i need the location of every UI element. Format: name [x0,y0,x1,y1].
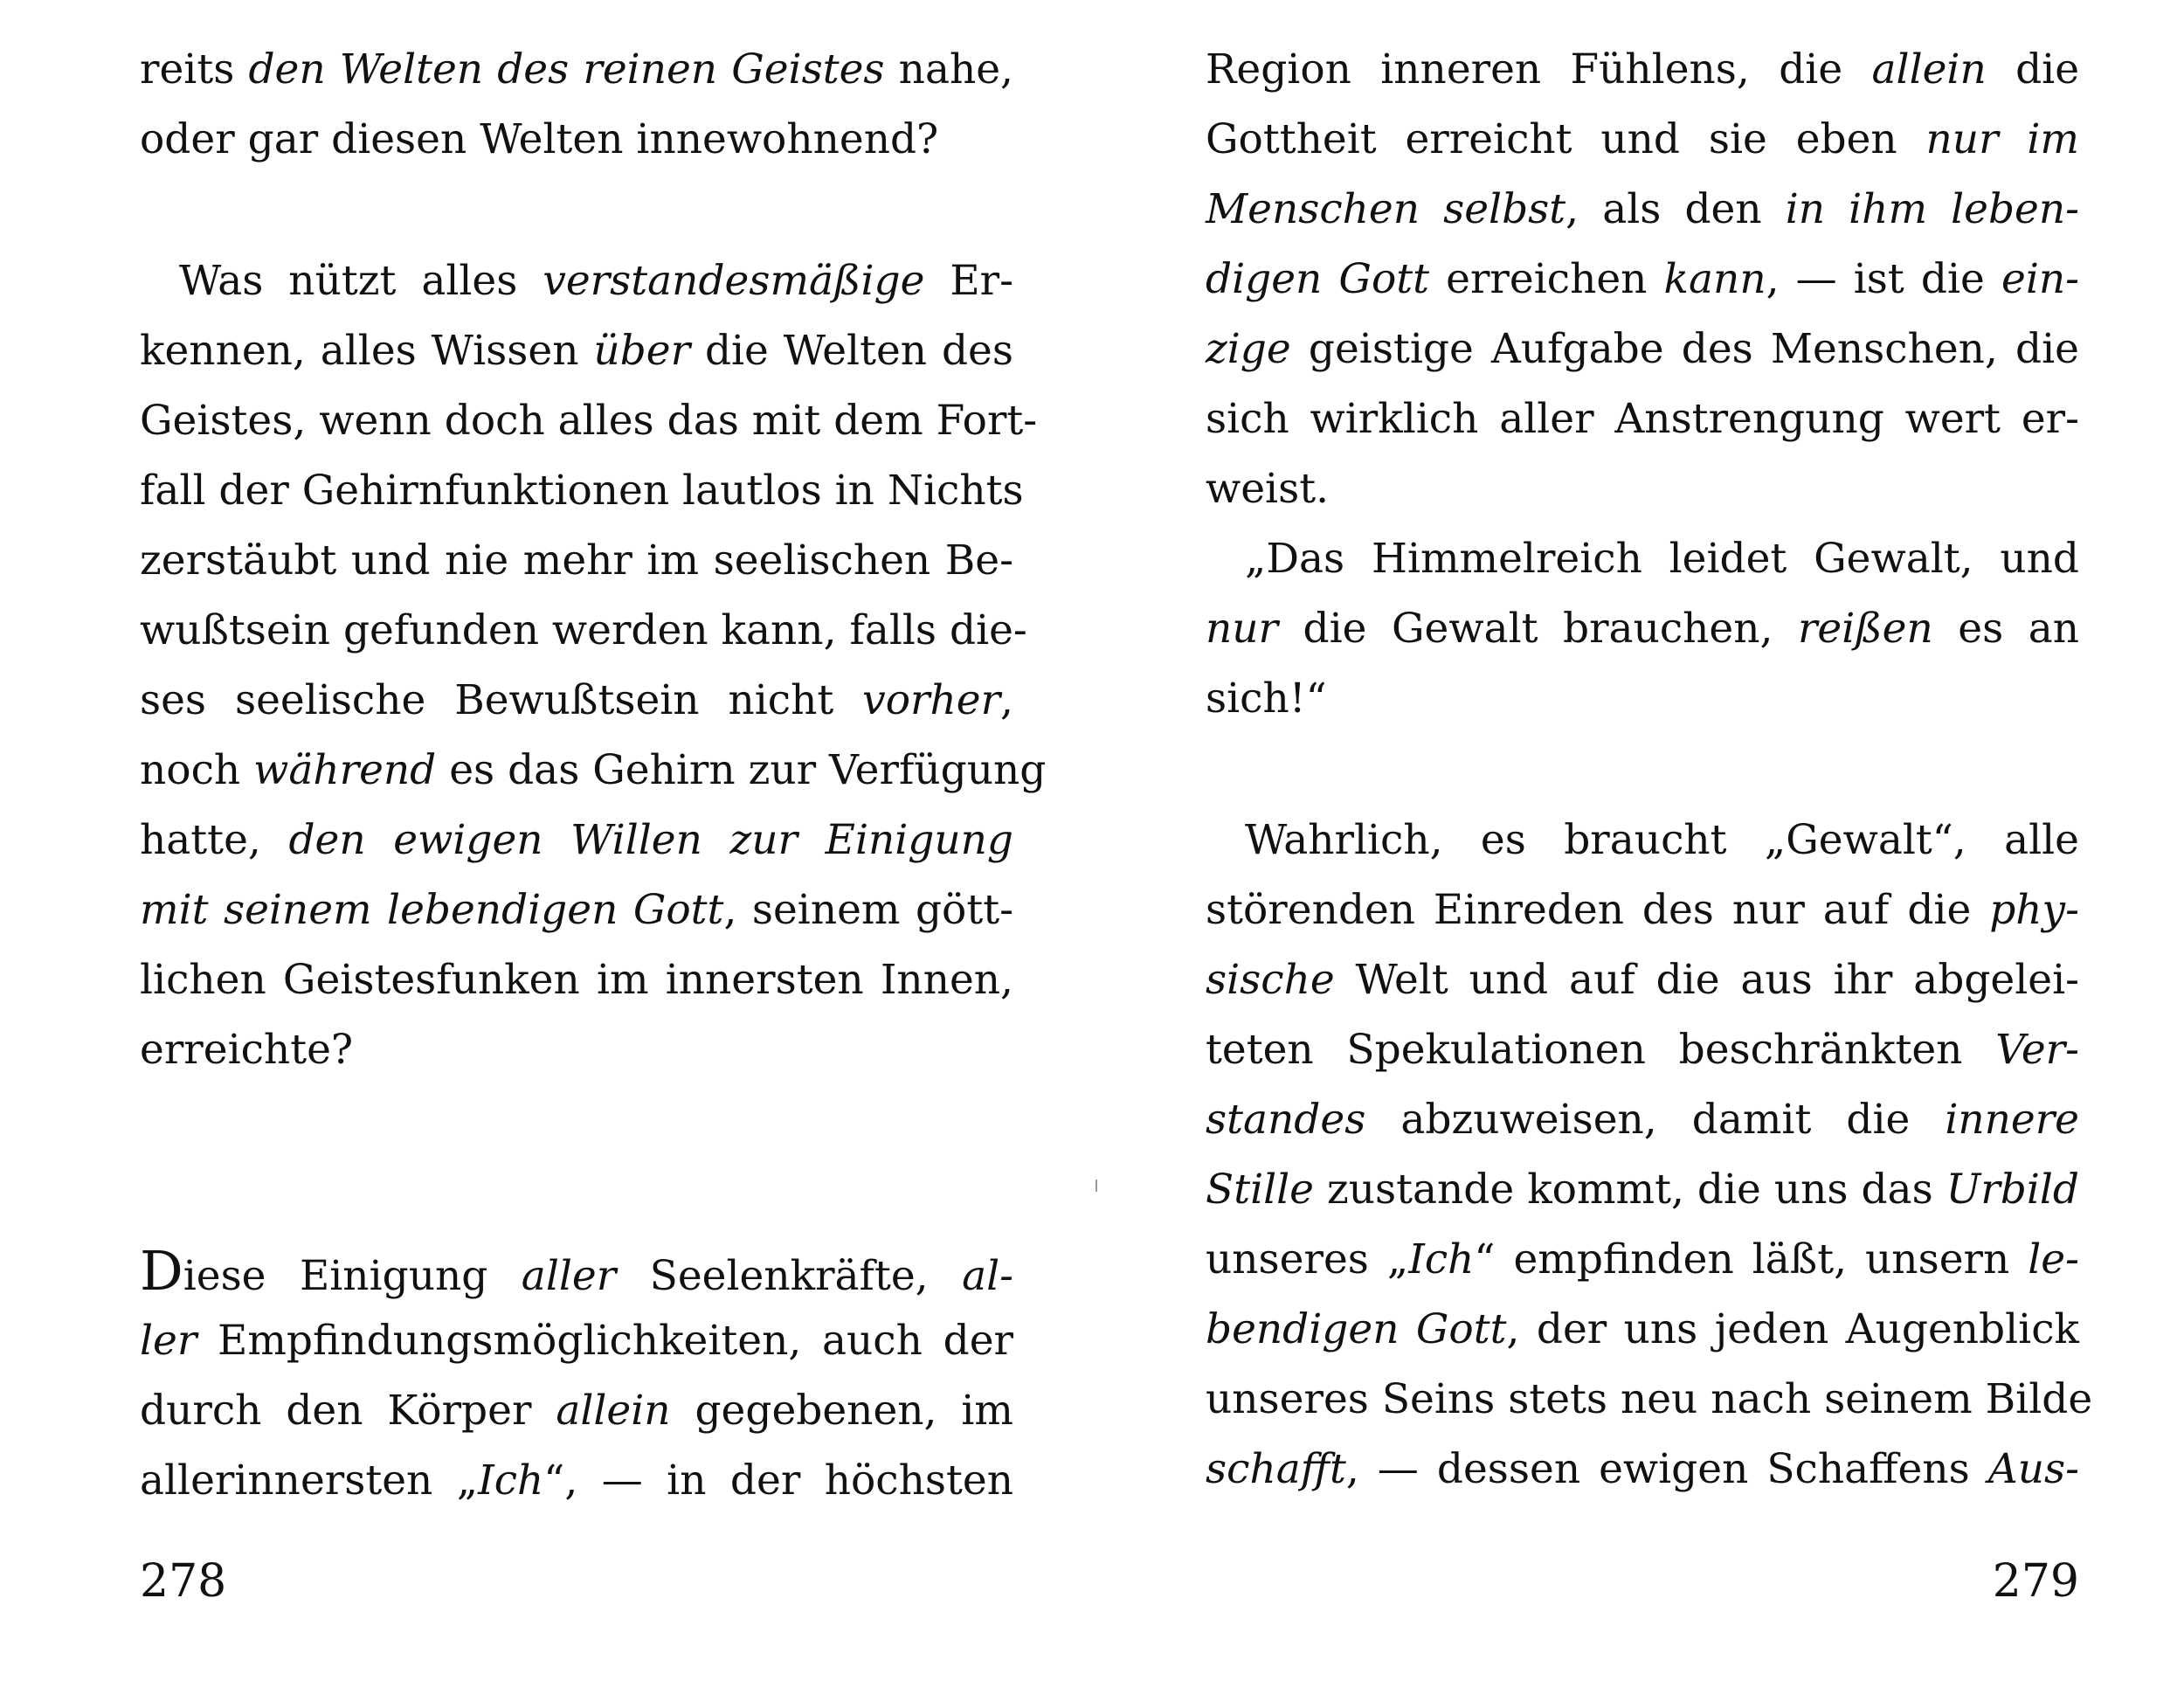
text-segment: noch [140,746,254,794]
text-segment: zerstäubt und nie mehr im seelischen Be- [140,536,1013,585]
text-line [1206,1365,2093,1435]
text-line [1206,945,2079,1015]
text-segment: hatte, [140,816,289,864]
text-line [1206,875,2079,945]
text-segment: iese Einigung [183,1252,522,1300]
text-line [1206,524,2079,594]
text-line [1206,1225,2079,1295]
text-line [140,875,1013,945]
text-segment: weist. [1206,465,1330,513]
italic-text: schafft [1206,1445,1346,1493]
text-segment: , — ist die [1766,255,2001,303]
text-line [140,246,1013,316]
text-segment: sich wirklich aller Anstrengung wert er- [1206,395,2079,443]
italic-text: den ewigen Willen zur Einigung [288,816,1013,864]
text-line [1206,664,2079,734]
text-line [1206,454,2079,524]
text-line [140,316,1013,386]
text-segment: störenden Einreden des nur auf die [1206,886,1990,934]
italic-text: in ihm leben- [1785,185,2080,233]
text-segment: wußtsein gefunden werden kann, falls die- [140,606,1027,654]
italic-text: aller [521,1252,617,1300]
italic-text: Ich [1408,1235,1475,1283]
italic-text: reißen [1797,605,1933,653]
text-line [1206,1155,2079,1225]
text-segment: Er- [924,257,1013,305]
page-number: 278 [140,1555,227,1608]
text-line [140,1376,1013,1446]
italic-text: den Welten des reinen Geistes [248,45,885,93]
text-segment: Region inneren Fühlens, die [1206,45,1872,93]
italic-text: ein- [2001,255,2079,303]
text-line [1206,35,2079,105]
italic-text: standes [1206,1096,1366,1144]
italic-text: ler [140,1317,197,1365]
italic-text: sische [1206,956,1335,1004]
text-segment: ses seelische Bewußtsein nicht [140,676,863,724]
text-line [140,736,1047,806]
text-segment: , seinem gött- [723,886,1013,934]
text-line [1206,1435,2079,1505]
text-line [1206,384,2079,454]
text-line [140,35,1013,105]
text-segment: nahe, [884,45,1013,93]
text-line [140,1236,1013,1306]
right-page [1206,0,2093,1695]
italic-text: kann [1663,255,1766,303]
text-segment: geistige Aufgabe des Menschen, die [1290,325,2079,373]
italic-text: Urbild [1946,1166,2079,1214]
gutter-mark [1095,1180,1097,1192]
text-segment: durch den Körper [140,1387,556,1435]
text-segment: Was nützt alles [179,257,543,305]
italic-text: Aus- [1987,1445,2079,1493]
text-line [140,666,1013,736]
text-segment: unseres Seins stets neu nach seinem Bilde [1206,1375,2093,1423]
text-segment: reits [140,45,249,93]
italic-text: allein [1871,45,1987,93]
text-line [1206,1295,2079,1365]
text-segment: Wahrlich, es braucht „Gewalt“, alle [1245,816,2079,864]
italic-text: digen Gott [1206,255,1430,303]
text-segment: “, — in der höchsten [543,1456,1013,1505]
italic-text: über [593,327,691,375]
text-line [140,526,1013,596]
text-line [140,596,1027,666]
text-line [140,1015,1013,1085]
text-line [140,1306,1013,1376]
text-segment: , [1000,676,1013,724]
text-segment: erreichen [1429,255,1664,303]
text-segment: abzuweisen, damit die [1365,1096,1946,1144]
text-segment: Gottheit erreicht und sie eben [1206,115,1926,163]
italic-text: Menschen selbst [1206,185,1566,233]
text-line [140,386,1038,456]
text-segment: Empfindungsmöglichkeiten, auch der [197,1317,1013,1365]
text-segment: es das Gehirn zur Verfügung [436,746,1047,794]
text-segment: oder gar diesen Welten innewohnend? [140,115,939,163]
text-line [1206,594,2079,664]
italic-text: zige [1206,325,1291,373]
italic-text: allein [556,1387,671,1435]
text-segment: die [1986,45,2080,93]
italic-text: Stille [1206,1166,1314,1214]
text-segment: gegebenen, im [670,1387,1013,1435]
text-segment: „Das Himmelreich leidet Gewalt, und [1245,535,2079,583]
italic-text: al- [962,1252,1013,1300]
text-segment: , als den [1565,185,1786,233]
initial-letter: D [140,1239,183,1303]
text-line [140,105,1013,175]
text-segment: unseres „ [1206,1235,1409,1283]
text-line [1206,315,2079,384]
text-segment: lichen Geistesfunken im innersten Innen, [140,956,1013,1004]
italic-text: verstandesmäßige [543,257,925,305]
italic-text: le- [2028,1235,2079,1283]
text-segment: die Welten des [690,327,1013,375]
text-segment: sich!“ [1206,675,1327,723]
italic-text: innere [1945,1096,2079,1144]
text-line [140,806,1013,875]
text-segment: , der uns jeden Augenblick [1506,1305,2080,1353]
italic-text: bendigen Gott [1206,1305,1507,1353]
text-segment: Welt und auf die aus ihr abgelei- [1334,956,2079,1004]
text-line [1206,175,2079,245]
text-segment: kennen, alles Wissen [140,327,594,375]
italic-text: Ich [478,1456,544,1505]
italic-text: nur [1206,605,1279,653]
text-segment: allerinnersten „ [140,1456,479,1505]
text-segment: Geistes, wenn doch alles das mit dem Fort- [140,397,1038,445]
text-segment: zustande kommt, die uns das [1314,1166,1946,1214]
text-line [140,1446,1013,1516]
italic-text: während [253,746,437,794]
italic-text: vorher [862,676,1001,724]
italic-text: phy- [1989,886,2079,934]
text-segment: erreichte? [140,1026,354,1074]
italic-text: Ver- [1995,1026,2079,1074]
left-page [140,0,1047,1695]
italic-text: nur im [1925,115,2079,163]
text-line [1206,105,2079,175]
text-segment: “ empfinden läßt, unsern [1474,1235,2028,1283]
text-segment: , — dessen ewigen Schaffens [1345,1445,1988,1493]
italic-text: mit seinem lebendigen Gott [140,886,724,934]
text-segment: Seelenkräfte, [616,1252,963,1300]
text-segment: teten Spekulationen beschränkten [1206,1026,1996,1074]
text-segment: fall der Gehirnfunktionen lautlos in Nichts [140,467,1024,515]
text-line [1206,1085,2079,1155]
text-line [1206,806,2079,875]
text-line [1206,1015,2079,1085]
page-number: 279 [1992,1555,2079,1608]
text-line [140,456,1024,526]
text-line [140,945,1013,1015]
text-segment: die Gewalt brauchen, [1278,605,1798,653]
text-segment: es an [1932,605,2080,653]
text-line [1206,245,2079,315]
